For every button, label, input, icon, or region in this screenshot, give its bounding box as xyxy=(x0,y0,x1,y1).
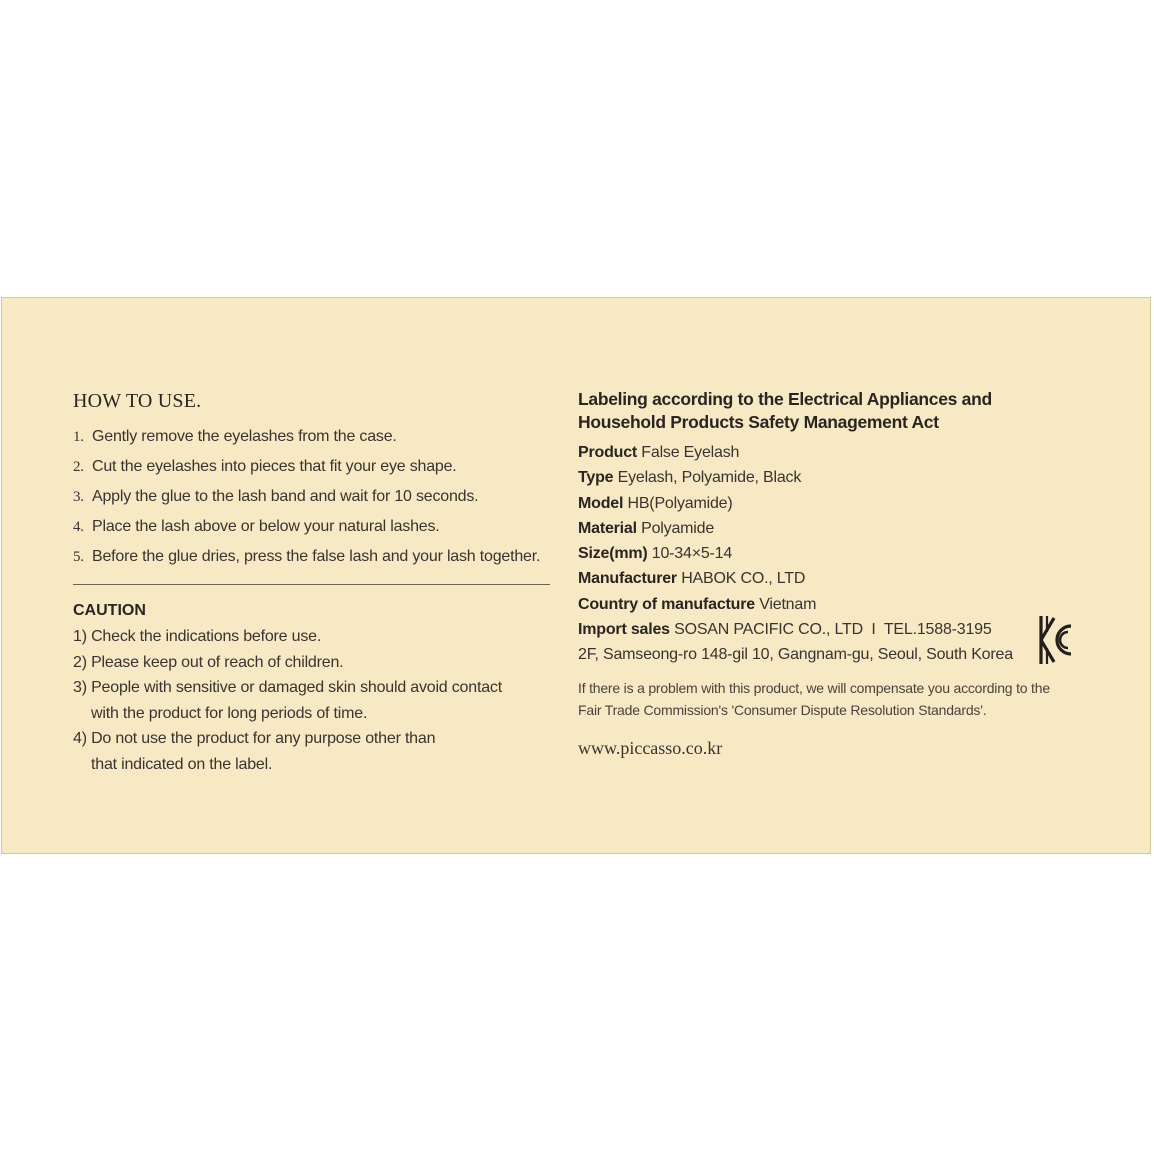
how-to-use-title: HOW TO USE. xyxy=(73,390,202,412)
step-item: 4. Place the lash above or below your natural lashes. xyxy=(73,518,440,535)
spec-row-size: Size(mm) 10-34×5-14 xyxy=(578,545,733,563)
how-to-use-steps xyxy=(73,422,553,572)
step-item: 1. Gently remove the eyelashes from the case. xyxy=(73,428,397,445)
step-item: 2. Cut the eyelashes into pieces that fit your eye shape. xyxy=(73,458,457,475)
labeling-title: Labeling according to the Electrical Appliances and Household Products Safety Management Act xyxy=(578,389,992,432)
spec-row-product: Product False Eyelash xyxy=(578,444,740,461)
caution-item: 2) Please keep out of reach of children. xyxy=(73,653,344,671)
labeling-section xyxy=(578,388,1118,760)
caution-item: 3) People with sensitive or damaged skin should avoid contact with the product for long periods of time. xyxy=(73,679,502,722)
spec-row-type: Type Eyelash, Polyamide, Black xyxy=(578,469,802,487)
kc-certification-icon xyxy=(1038,614,1074,666)
product-spec-list xyxy=(578,440,1118,642)
importer-address: 2F, Samseong-ro 148-gil 10, Gangnam-gu, Seoul, South Korea xyxy=(578,646,1013,664)
spec-row-model: Model HB(Polyamide) xyxy=(578,494,733,512)
spec-row-country: Country of manufacture Vietnam xyxy=(578,595,817,613)
caution-item: 4) Do not use the product for any purpose other than that indicated on the label. xyxy=(73,730,436,773)
website-url: www.piccasso.co.kr xyxy=(578,738,723,759)
spec-row-material: Material Polyamide xyxy=(578,519,715,537)
section-divider xyxy=(73,584,550,585)
spec-row-manufacturer: Manufacturer HABOK CO., LTD xyxy=(578,570,806,588)
caution-list xyxy=(73,624,553,777)
step-item: 3. Apply the glue to the lash band and wait for 10 seconds. xyxy=(73,488,479,505)
product-info-panel xyxy=(1,297,1151,854)
caution-item: 1) Check the indications before use. xyxy=(73,628,322,645)
compensation-notice: If there is a problem with this product, we will compensate you according to the Fair Trade Commission's 'Consumer Dispute Resolution Standards'. xyxy=(578,680,1050,719)
how-to-use-section xyxy=(73,388,553,777)
step-item: 5. Before the glue dries, press the false lash and your lash together. xyxy=(73,548,541,565)
spec-row-import-sales: Import sales SOSAN PACIFIC CO., LTD I TEL.1588-3195 xyxy=(578,621,992,639)
caution-title: CAUTION xyxy=(73,602,146,619)
